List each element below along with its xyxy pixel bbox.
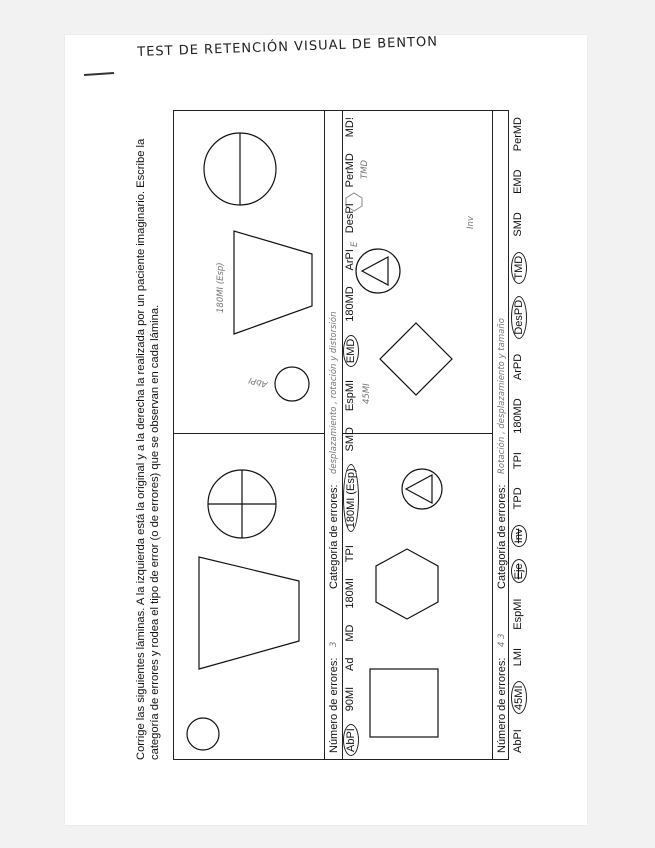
error-code-option[interactable]: PerMD (344, 153, 356, 188)
error-code-option[interactable]: EMD (343, 335, 359, 367)
error-code-option[interactable]: TMD (511, 252, 527, 284)
error-code-option[interactable]: TPD (512, 487, 524, 510)
error-code-option[interactable]: 180MI (344, 578, 356, 609)
error-code-option[interactable]: 90MI (344, 686, 356, 712)
error-code-option[interactable]: 45MI (511, 681, 527, 713)
card2-category-value: Rotación , desplazamiento y tamaño (497, 318, 507, 474)
error-code-option[interactable]: AbPI (512, 729, 524, 753)
original-hexagon (376, 549, 438, 619)
error-code-option[interactable]: LMI (512, 647, 524, 667)
copy-diamond (380, 323, 452, 395)
instructions-line-1: Corrige las siguientes láminas. A la izquierda está la original y a la derecha la realizada por un paciente imaginario. Escribe la (135, 138, 147, 760)
error-code-option[interactable]: TPI (344, 545, 356, 563)
copy-triangle-in-circle (356, 249, 400, 293)
error-code-option[interactable]: Eje (511, 559, 527, 583)
note-45mi: 45MI (362, 383, 372, 404)
original-triangle-in-circle (402, 469, 442, 509)
error-code-option[interactable]: EspMI (344, 379, 356, 412)
card1-errors-label: Número de errores: (328, 657, 340, 753)
page-title: TEST DE RETENCIÓN VISUAL DE BENTON (137, 34, 439, 60)
error-code-option[interactable]: 180MD (512, 398, 524, 434)
note-rotation: 180MI (Esp) (216, 262, 226, 313)
error-code-option[interactable]: DesPI (344, 203, 356, 234)
card1-category-label: Categoría de errores: (328, 484, 340, 589)
error-code-option[interactable]: ArPD (512, 353, 524, 381)
note-e: E (350, 241, 360, 247)
error-code-option[interactable]: EMD (512, 169, 524, 194)
original-quartered-circle (208, 470, 276, 538)
error-code-option[interactable]: EspMI (512, 598, 524, 630)
error-code-option[interactable]: Inv (511, 525, 527, 548)
note-abpi: AbPI (247, 374, 269, 389)
note-inv: Inv (466, 216, 476, 229)
original-trapezoid (199, 557, 299, 669)
rotated-exercise (135, 110, 525, 760)
card2-errors-value: 4 3 (497, 633, 507, 647)
card2-category-label: Categoría de errores: (496, 484, 508, 589)
error-code-option[interactable]: ArPI (344, 249, 356, 271)
figures (174, 109, 510, 759)
error-code-option[interactable]: SMD (344, 427, 356, 452)
original-square (370, 669, 438, 737)
error-code-option[interactable]: 180MD (344, 286, 356, 322)
error-code-option[interactable]: MD (344, 624, 356, 642)
card2-error-codes (511, 114, 527, 756)
error-code-option[interactable]: DesPD (511, 296, 527, 339)
error-code-option[interactable]: PerMD (512, 117, 524, 152)
card1-category-value: desplazamiento , rotación y distorsión (329, 311, 339, 474)
instructions-line-2: categoría de errores y rodea el tipo de error (o de errores) que se observan en cada lámina. (149, 304, 161, 760)
error-code-option[interactable]: TPI (512, 452, 524, 470)
error-code-option[interactable]: 180MI (Esp) (343, 464, 359, 532)
exercise-table (173, 110, 509, 760)
error-code-option[interactable]: SMD (512, 212, 524, 237)
original-small-circle (187, 718, 219, 750)
card2-errors-label: Número de errores: (496, 657, 508, 753)
copy-trapezoid (234, 231, 312, 334)
copy-small-circle (275, 367, 309, 401)
error-code-option[interactable]: MD! (344, 117, 356, 138)
card1-error-codes (343, 114, 359, 756)
note-tmd: TMD (360, 159, 370, 179)
error-code-option[interactable]: Ad (344, 657, 356, 671)
copy-halved-circle (204, 133, 276, 205)
error-code-option[interactable]: AbPI (343, 724, 359, 756)
card1-errors-value: 3 (329, 641, 339, 647)
